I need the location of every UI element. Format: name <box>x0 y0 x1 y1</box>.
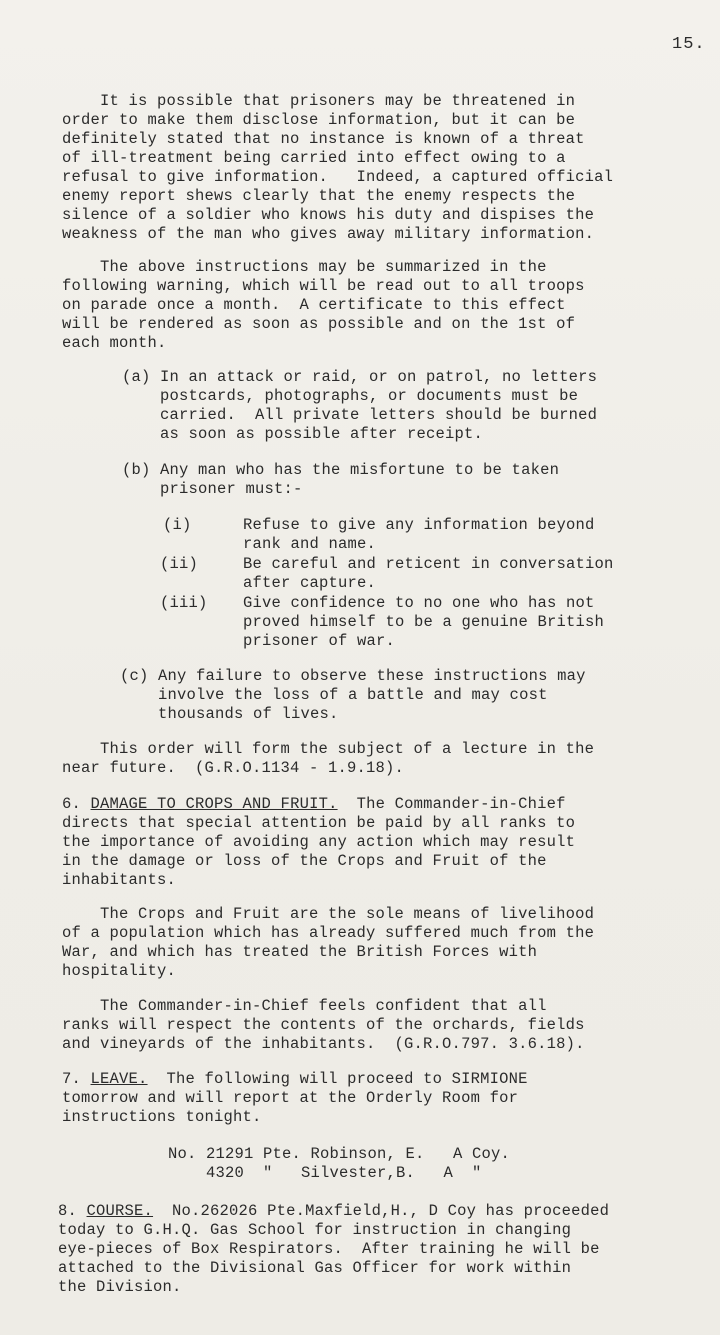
section-number: 7. <box>62 1070 82 1088</box>
text-line: today to G.H.Q. Gas School for instruction in changing <box>58 1221 572 1239</box>
text-line: thousands of lives. <box>120 705 339 723</box>
section-heading-line <box>62 795 566 814</box>
sub-item-number: (i) <box>163 516 192 534</box>
section-heading: DAMAGE TO CROPS AND FRUIT. <box>90 795 338 813</box>
text-line: will be rendered as soon as possible and on the 1st of <box>62 315 576 333</box>
text-line: involve the loss of a battle and may cost <box>120 686 548 704</box>
text-line: each month. <box>62 334 167 352</box>
text-line: definitely stated that no instance is known of a threat <box>62 130 585 148</box>
text-line: the Division. <box>58 1278 182 1296</box>
text-line: rank and name. <box>243 535 377 553</box>
section-heading-line <box>58 1202 609 1221</box>
section-number: 8. <box>58 1202 78 1220</box>
text-line: enemy report shews clearly that the enemy respects the <box>62 187 576 205</box>
text-line: refusal to give information. Indeed, a captured official <box>62 168 614 186</box>
text-line: tomorrow and will report at the Orderly Room for <box>62 1089 519 1107</box>
text-line: Refuse to give any information beyond <box>243 516 595 534</box>
text-line: Give confidence to no one who has not <box>243 594 595 612</box>
text-line: proved himself to be a genuine British <box>243 613 605 631</box>
text-line: instructions tonight. <box>62 1108 262 1126</box>
text-line: on parade once a month. A certificate to this effect <box>62 296 566 314</box>
text-line: after capture. <box>243 574 377 592</box>
text-line: The Commander-in-Chief <box>337 795 566 813</box>
section-number: 6. <box>62 795 82 813</box>
text-line: prisoner must:- <box>122 480 303 498</box>
text-line: the importance of avoiding any action which may result <box>62 833 576 851</box>
text-line: silence of a soldier who knows his duty and dispises the <box>62 206 595 224</box>
text-line: order to make them disclose information, but it can be <box>62 111 576 129</box>
text-line: (b) Any man who has the misfortune to be taken <box>122 461 560 479</box>
text-line: (c) Any failure to observe these instructions may <box>120 667 586 685</box>
text-line: It is possible that prisoners may be threatened in <box>62 92 576 110</box>
text-line: following warning, which will be read out to all troops <box>62 277 585 295</box>
text-line: Be careful and reticent in conversation <box>243 555 614 573</box>
section-heading: COURSE. <box>86 1202 154 1220</box>
text-line: This order will form the subject of a lecture in the <box>62 740 595 758</box>
text-line: as soon as possible after receipt. <box>122 425 484 443</box>
text-line: eye-pieces of Box Respirators. After training he will be <box>58 1240 600 1258</box>
text-line: prisoner of war. <box>243 632 396 650</box>
text-line: of ill-treatment being carried into effect owing to a <box>62 149 566 167</box>
text-line: carried. All private letters should be burned <box>122 406 598 424</box>
list-item: No. 21291 Pte. Robinson, E. A Coy. <box>168 1145 511 1163</box>
list-item: 4320 " Silvester,B. A " <box>168 1164 482 1182</box>
sub-item-number: (iii) <box>160 594 208 612</box>
section-heading-line <box>62 1070 528 1089</box>
text-line: near future. (G.R.O.1134 - 1.9.18). <box>62 759 405 777</box>
section-heading: LEAVE. <box>90 1070 148 1088</box>
text-line: of a population which has already suffered much from the <box>62 924 595 942</box>
text-line: The following will proceed to SIRMIONE <box>147 1070 528 1088</box>
text-line: in the damage or loss of the Crops and Fruit of the <box>62 852 547 870</box>
text-line: No.262026 Pte.Maxfield,H., D Coy has proceeded <box>153 1202 610 1220</box>
sub-item-number: (ii) <box>160 555 199 573</box>
text-line: directs that special attention be paid by all ranks to <box>62 814 576 832</box>
text-line: The Commander-in-Chief feels confident that all <box>62 997 547 1015</box>
text-line: The Crops and Fruit are the sole means of livelihood <box>62 905 595 923</box>
text-line: inhabitants. <box>62 871 177 889</box>
page-number: 15. <box>672 35 706 54</box>
text-line: (a) In an attack or raid, or on patrol, no letters <box>122 368 598 386</box>
text-line: weakness of the man who gives away military information. <box>62 225 595 243</box>
text-line: hospitality. <box>62 962 177 980</box>
text-line: War, and which has treated the British Forces with <box>62 943 538 961</box>
text-line: postcards, photographs, or documents must be <box>122 387 579 405</box>
text-line: ranks will respect the contents of the orchards, fields <box>62 1016 585 1034</box>
text-line: attached to the Divisional Gas Officer for work within <box>58 1259 572 1277</box>
text-line: and vineyards of the inhabitants. (G.R.O.797. 3.6.18). <box>62 1035 585 1053</box>
text-line: The above instructions may be summarized in the <box>62 258 547 276</box>
